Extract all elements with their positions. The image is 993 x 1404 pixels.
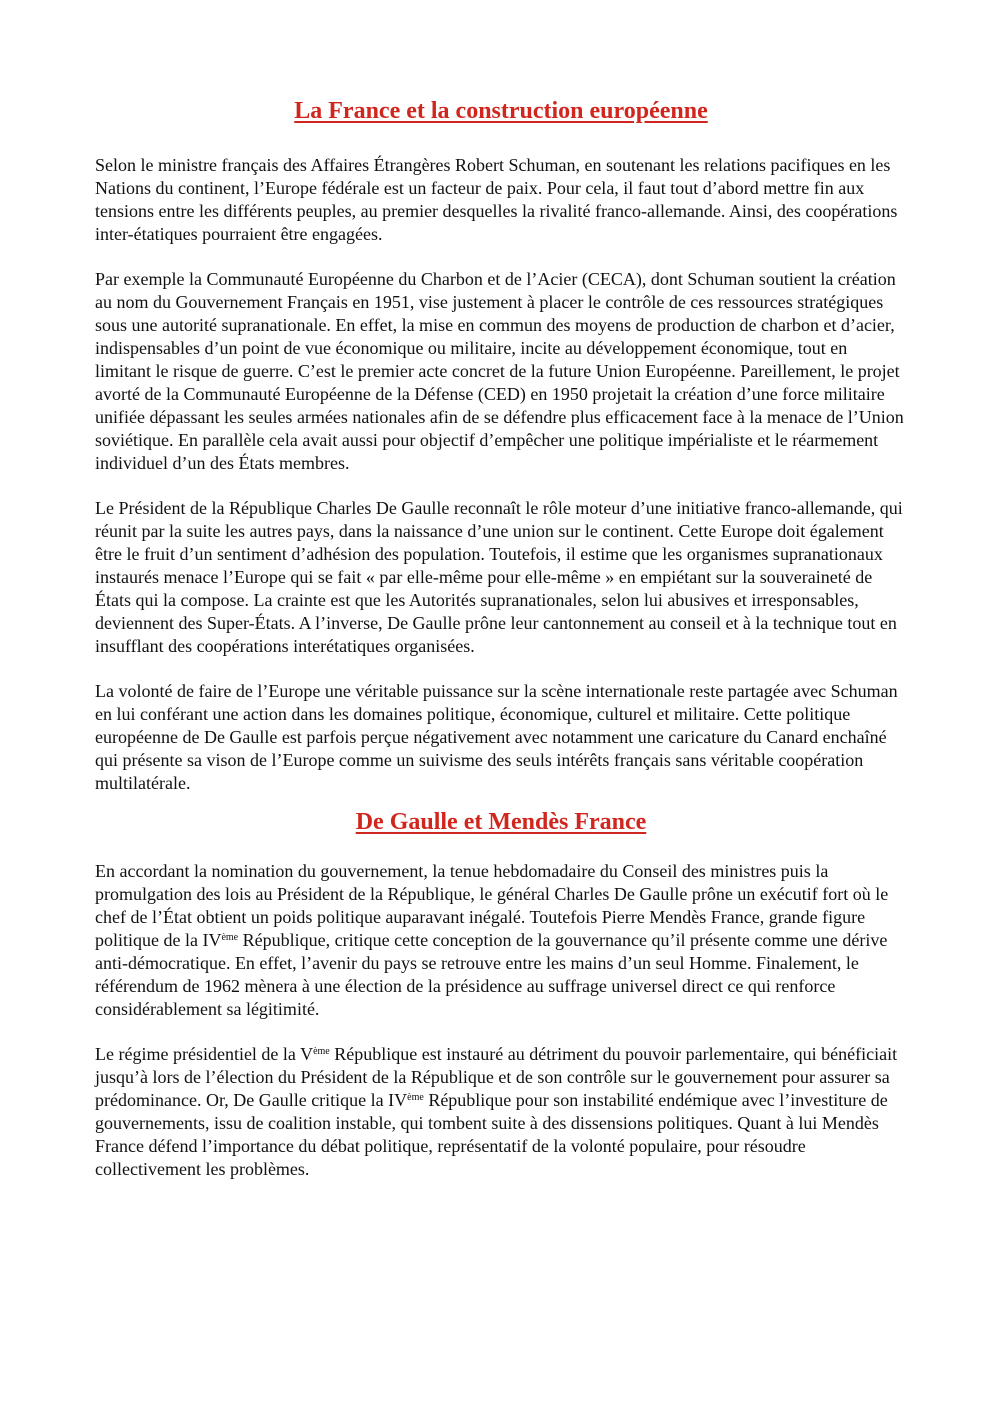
superscript: ème: [407, 1092, 424, 1103]
text-run: Le régime présidentiel de la V: [95, 1044, 314, 1064]
section-title-de-gaulle-mendes: De Gaulle et Mendès France: [355, 809, 647, 835]
superscript: ème: [221, 932, 239, 943]
section-title-europe: La France et la construction européenne: [294, 98, 708, 124]
paragraph-schuman: Selon le ministre français des Affaires Étrangères Robert Schuman, en soutenant les relations pacifiques en les Nations du continent, l’Europe fédérale est un facteur de paix. Pour cela, il faut tout d’abord mettre fin aux tensions entre les différents peuples, au premier desquelles la rivalité franco-allemande. Ainsi, des coopérations inter-étatiques pourraient être engagées.: [95, 155, 898, 244]
superscript: ème: [313, 1046, 330, 1057]
text-run: République, critique cette conception de la gouvernance qu’il présente comme une dérive anti-démocratique. En effet, l’avenir du pays se retrouve entre les mains d’un seul Homme. Finalement, le référendum de 1962 mènera à une élection de la présidence au suffrage universel direct ce qui renforce considérablement sa légitimité.: [95, 930, 888, 1019]
paragraph-executif-fort: [95, 860, 907, 1021]
paragraph-regime-presidentiel: [95, 1043, 907, 1181]
text-run: République pour son instabilité endémique avec l’investiture de gouvernements, issu de coalition instable, qui tombent suite à des dissensions politiques. Quant à lui Mendès France défend l’importance du débat politique, représentatif de la volonté populaire, pour résoudre collectivement les problèmes.: [95, 1090, 888, 1179]
paragraph-puissance: La volonté de faire de l’Europe une véritable puissance sur la scène internationale reste partagée avec Schuman en lui conférant une action dans les domaines politique, économique, culturel et militaire. Cette politique européenne de De Gaulle est parfois perçue négativement avec notamment une caricature du Canard enchaîné qui présente sa vison de l’Europe comme un suivisme des seuls intérêts français sans véritable coopération multilatérale.: [95, 681, 898, 793]
paragraph-ceca: Par exemple la Communauté Européenne du Charbon et de l’Acier (CECA), dont Schuman soutient la création au nom du Gouvernement Français en 1951, vise justement à placer le contrôle de ces ressources stratégiques sous une autorité supranationale. En effet, la mise en commun des moyens de production de charbon et d’acier, indispensables d’un point de vue économique ou militaire, incite au développement économique, tout en limitant le risque de guerre. C’est le premier acte concret de la future Union Européenne. Pareillement, le projet avorté de la Communauté Européenne de la Défense (CED) en 1950 projetait la création d’une force militaire unifiée dépassant les seules armées nationales afin de se défendre plus efficacement face à la menace de l’Union soviétique. En parallèle cela avait aussi pour objectif d’empêcher une politique impérialiste et le réarmement individuel d’un des États membres.: [95, 269, 904, 473]
paragraph-de-gaulle-europe: Le Président de la République Charles De Gaulle reconnaît le rôle moteur d’une initiative franco-allemande, qui réunit par la suite les autres pays, dans la naissance d’une union sur le continent. Cette Europe doit également être le fruit d’un sentiment d’adhésion des population. Toutefois, il estime que les organismes supranationaux instaurés menace l’Europe qui se fait « par elle-même pour elle-même » en empiétant sur la souveraineté de États qui la compose. La crainte est que les Autorités supranationales, selon lui abusives et irresponsables, deviennent des Super-États. A l’inverse, De Gaulle prône leur cantonnement au conseil et à la technique tout en insufflant des coopérations interétatiques organisées.: [95, 498, 903, 656]
document-body: [95, 96, 907, 1181]
text-run: République est instauré au détriment du pouvoir parlementaire, qui bénéficiait jusqu’à lors de l’élection du Président de la République et de son contrôle sur le gouvernement pour assurer sa prédominance. Or, De Gaulle critique la IV: [95, 1044, 898, 1110]
text-run: En accordant la nomination du gouvernement, la tenue hebdomadaire du Conseil des ministres puis la promulgation des lois au Président de la République, le général Charles De Gaulle prône un exécutif fort où le chef de l’État obtient un poids politique auparavant inégalé. Toutefois Pierre Mendès France, grande figure politique de la IV: [95, 861, 889, 950]
